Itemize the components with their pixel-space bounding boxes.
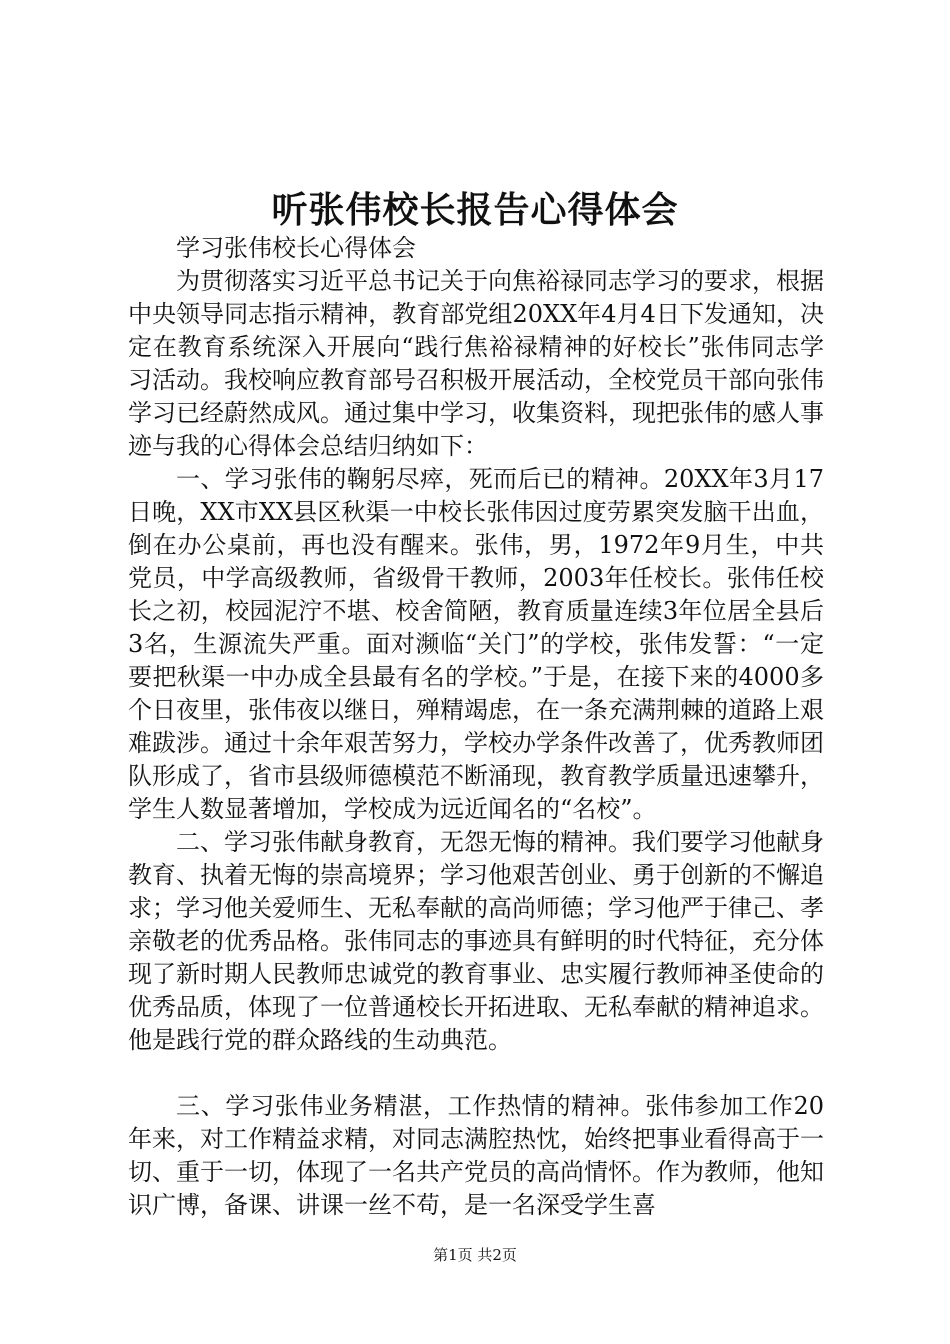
document-title: 听张伟校长报告心得体会 — [271, 189, 679, 231]
paragraph-section-3: 三、学习张伟业务精湛，工作热情的精神。张伟参加工作20年来，对工作精益求精，对同志满腔热忱，始终把事业看得高于一切、重于一切，体现了一名共产党员的高尚情怀。作为教师，他知识广博，备课、讲课一丝不苟，是一名深受学生喜 — [128, 1092, 824, 1219]
page-number-footer: 第1页 共2页 — [433, 1246, 517, 1264]
document-subtitle: 学习张伟校长心得体会 — [176, 234, 416, 262]
paragraph-section-1: 一、学习张伟的鞠躬尽瘁，死而后已的精神。20XX年3月17日晚，XX市XX县区秋渠一中校长张伟因过度劳累突发脑干出血，倒在办公桌前，再也没有醒来。张伟，男，1972年9月生，中共党员，中学高级教师，省级骨干教师，2003年任校长。张伟任校长之初，校园泥泞不堪、校舍简陋，教育质量连续3年位居全县后3名，生源流失严重。面对濒临“关门”的学校，张伟发誓：“一定要把秋渠一中办成全县最有名的学校。”于是，在接下来的4000多个日夜里，张伟夜以继日，殚精竭虑，在一条充满荆棘的道路上艰难跋涉。通过十余年艰苦努力，学校办学条件改善了，优秀教师团队形成了，省市县级师德模范不断涌现，教育教学质量迅速攀升，学生人数显著增加，学校成为远近闻名的“名校”。 — [128, 465, 824, 823]
paragraph-section-2: 二、学习张伟献身教育，无怨无悔的精神。我们要学习他献身教育、执着无悔的崇高境界；学习他艰苦创业、勇于创新的不懈追求；学习他关爱师生、无私奉献的高尚师德；学习他严于律己、孝亲敬老的优秀品格。张伟同志的事迹具有鲜明的时代特征，充分体现了新时期人民教师忠诚党的教育事业、忠实履行教师神圣使命的优秀品质，体现了一位普通校长开拓进取、无私奉献的精神追求。他是践行党的群众路线的生动典范。 — [128, 828, 824, 1054]
paragraph-intro: 为贯彻落实习近平总书记关于向焦裕禄同志学习的要求，根据中央领导同志指示精神，教育部党组20XX年4月4日下发通知，决定在教育系统深入开展向“践行焦裕禄精神的好校长”张伟同志学习活动。我校响应教育部号召积极开展活动，全校党员干部向张伟学习已经蔚然成风。通过集中学习，收集资料，现把张伟的感人事迹与我的心得体会总结归纳如下： — [128, 267, 824, 460]
document-body — [128, 232, 824, 1222]
